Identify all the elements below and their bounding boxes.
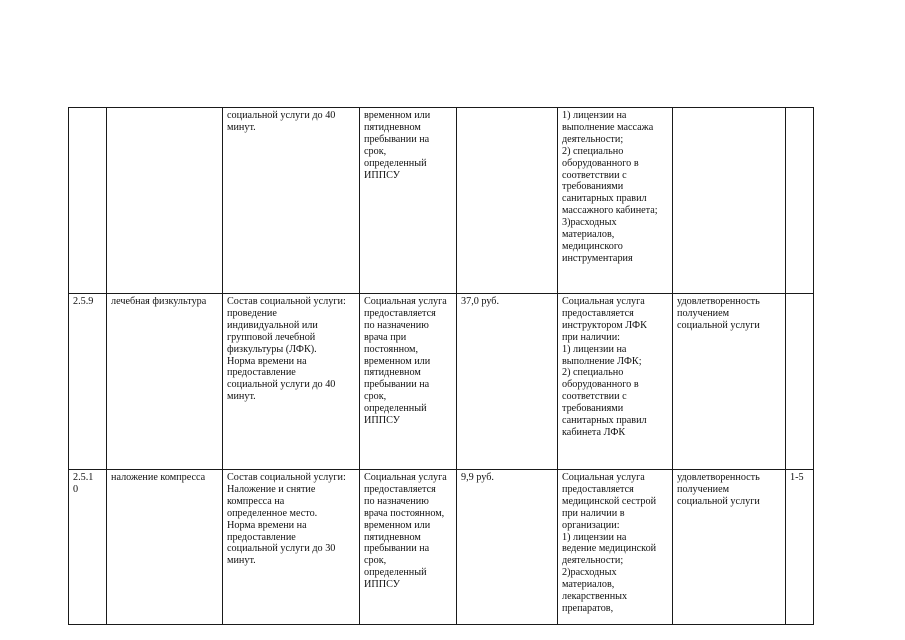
cell-conditions: Социальная услуга предоставляется по назначению врача при постоянном, временном или пятидневном пребывании на срок, определенный ИППСУ xyxy=(360,294,457,470)
cell-service-name: наложение компресса xyxy=(107,470,223,625)
table-row xyxy=(69,294,814,470)
cell-requirements: Социальная услуга предоставляется медицинской сестрой при наличии в организации: 1) лицензии на ведение медицинской деятельности; 2)расходных материалов, лекарственных препаратов, xyxy=(558,470,673,625)
cell-price: 37,0 руб. xyxy=(457,294,558,470)
cell-number: 2.5.9 xyxy=(69,294,107,470)
cell-service-name: лечебная физкультура xyxy=(107,294,223,470)
cell-period xyxy=(786,294,814,470)
table-row xyxy=(69,470,814,625)
cell-quality-indicators xyxy=(673,108,786,294)
cell-requirements: 1) лицензии на выполнение массажа деятельности; 2) специально оборудованного в соответствии с требованиями санитарных правил массажного кабинета; 3)расходных материалов, медицинского инструментария xyxy=(558,108,673,294)
cell-period: 1-5 xyxy=(786,470,814,625)
cell-service-content: социальной услуги до 40 минут. xyxy=(223,108,360,294)
cell-quality-indicators: удовлетворенность получением социальной услуги xyxy=(673,294,786,470)
table-row xyxy=(69,108,814,294)
cell-conditions: временном или пятидневном пребывании на срок, определенный ИППСУ xyxy=(360,108,457,294)
cell-period xyxy=(786,108,814,294)
cell-service-name xyxy=(107,108,223,294)
cell-conditions: Социальная услуга предоставляется по назначению врача постоянном, временном или пятидневном пребывании на срок, определенный ИППСУ xyxy=(360,470,457,625)
cell-number xyxy=(69,108,107,294)
cell-service-content: Состав социальной услуги: Наложение и снятие компресса на определенное место. Норма времени на предоставление социальной услуги до 30 минут. xyxy=(223,470,360,625)
cell-price xyxy=(457,108,558,294)
cell-service-content: Состав социальной услуги: проведение индивидуальной или групповой лечебной физкультуры (ЛФК). Норма времени на предоставление социальной услуги до 40 минут. xyxy=(223,294,360,470)
services-table xyxy=(68,107,814,625)
cell-price: 9,9 руб. xyxy=(457,470,558,625)
cell-requirements: Социальная услуга предоставляется инструктором ЛФК при наличии: 1) лицензии на выполнение ЛФК; 2) специально оборудованного в соответствии с требованиями санитарных правил кабинета ЛФК xyxy=(558,294,673,470)
cell-quality-indicators: удовлетворенность получением социальной услуги xyxy=(673,470,786,625)
cell-number: 2.5.1 0 xyxy=(69,470,107,625)
